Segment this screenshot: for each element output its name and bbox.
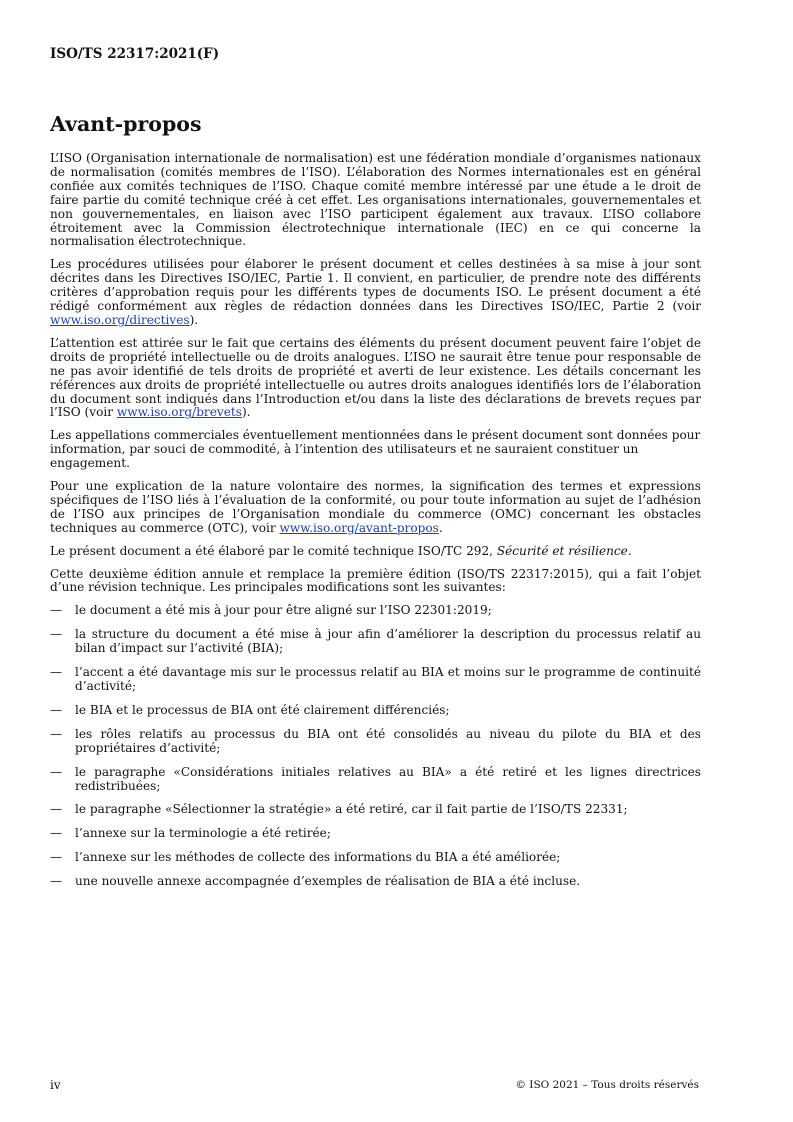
paragraph-edition: Cette deuxième édition annule et remplace la première édition (ISO/TS 22317:2015), qui a fait l’objet d’une révision technique. Les principales modifications sont les suivantes: [50, 566, 701, 595]
list-item: — l’accent a été davantage mis sur le processus relatif au BIA et moins sur le programme de continuité d’activité; [50, 665, 701, 693]
list-item: — une nouvelle annexe accompagnée d’exemples de réalisation de BIA a été incluse. [50, 874, 581, 889]
paragraph-trade-names: Les appellations commerciales éventuellement mentionnées dans le présent document sont données pour information, par souci de commodité, à l’intention des utilisateurs et ne sauraient constituer un engagement. [50, 428, 701, 471]
paragraph-voluntary-nature: Pour une explication de la nature volontaire des normes, la signification des termes et expressions spécifiques de l’ISO liés à l’évaluation de la conformité, ou pour toute information au sujet de l’adhésion de l’ISO aux principes de l’Organisation mondiale du commerce (OMC) concernant les obstacles techniques au commerce (OTC), voir www.iso.org/avant-propos. [50, 479, 701, 535]
paragraph-procedures: Les procédures utilisées pour élaborer le présent document et celles destinées à sa mise à jour sont décrites dans les Directives ISO/IEC, Partie 1. Il convient, en particulier, de prendre note des différents critères d’approbation requis pour les différents types de documents ISO. Le présent document a été rédigé conformément aux règles de rédaction données dans les Directives ISO/IEC, Partie 2 (voir www.iso.org/directives). [50, 257, 701, 327]
page-number: iv [50, 1078, 61, 1092]
paragraph-patent-rights: L’attention est attirée sur le fait que certains des éléments du présent document peuvent faire l’objet de droits de propriété intellectuelle ou de droits analogues. L’ISO ne saurait être tenue pour responsable de ne pas avoir identifié de tels droits de propriété et averti de leur existence. Les détails concernant les références aux droits de propriété intellectuelle ou autres droits analogues identifiés lors de l’élaboration du document sont indiqués dans l’Introduction et/ou dans la liste des déclarations de brevets reçues par l’ISO (voir www.iso.org/brevets). [50, 335, 701, 420]
document-id: ISO/TS 22317:2021(F) [50, 46, 220, 62]
list-item: — la structure du document a été mise à jour afin d’améliorer la description du processus relatif au bilan d’impact sur l’activité (BIA); [50, 627, 701, 656]
directives-link[interactable]: www.iso.org/directives [50, 312, 190, 327]
list-item: — le document a été mis à jour pour être aligné sur l’ISO 22301:2019; [50, 603, 492, 618]
changes-list [50, 604, 701, 889]
list-item: — l’annexe sur les méthodes de collecte des informations du BIA a été améliorée; [50, 850, 561, 865]
copyright-notice: © ISO 2021 – Tous droits réservés [515, 1079, 699, 1091]
foreword-body [50, 152, 701, 899]
page-title: Avant-propos [50, 112, 202, 136]
list-item: — l’annexe sur la terminologie a été retirée; [50, 826, 331, 841]
avant-propos-link[interactable]: www.iso.org/avant-propos [279, 520, 439, 535]
list-item: — les rôles relatifs au processus du BIA ont été consolidés au niveau du pilote du BIA et des propriétaires d’activité; [50, 726, 701, 755]
paragraph-committee: Le présent document a été élaboré par le comité technique ISO/TC 292, Sécurité et résilience. [50, 543, 632, 558]
list-item: — le paragraphe «Considérations initiales relatives au BIA» a été retiré et les lignes directrices redistribuées; [50, 764, 701, 793]
list-item: — le paragraphe «Sélectionner la stratégie» a été retiré, car il fait partie de l’ISO/TS 22331; [50, 802, 628, 817]
paragraph-iso-organisation: L’ISO (Organisation internationale de normalisation) est une fédération mondiale d’organismes nationaux de normalisation (comités membres de l’ISO). L’élaboration des Normes internationales est en général confiée aux comités techniques de l’ISO. Chaque comité membre intéressé par une étude a le droit de faire partie du comité technique créé à cet effet. Les organisations internationales, gouvernementales et non gouvernementales, en liaison avec l’ISO participent également aux travaux. L’ISO collabore étroitement avec la Commission électrotechnique internationale (IEC) en ce qui concerne la normalisation électrotechnique. [50, 151, 701, 249]
brevets-link[interactable]: www.iso.org/brevets [116, 405, 242, 420]
list-item: — le BIA et le processus de BIA ont été clairement différenciés; [50, 702, 450, 717]
